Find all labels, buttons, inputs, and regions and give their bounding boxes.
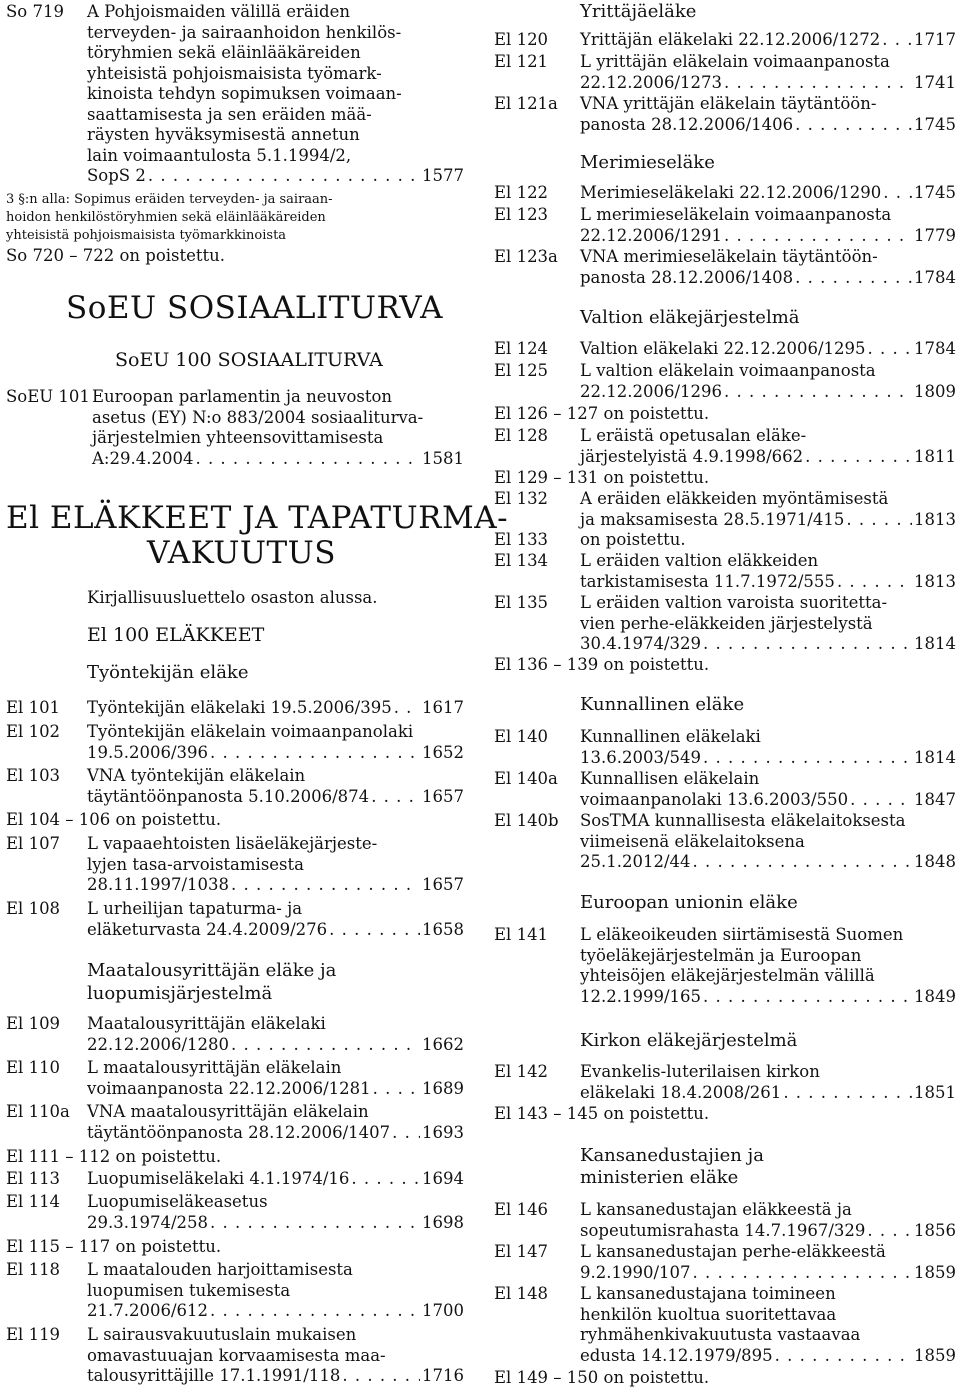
dot-leader	[724, 226, 912, 247]
entry-code: El 121	[494, 52, 549, 71]
page-number: 1813	[914, 571, 956, 591]
entry-text: asetus (EY) N:o 883/2004 sosiaaliturva-	[92, 407, 424, 427]
page-number: 1814	[914, 747, 956, 767]
entry-text: L yrittäjän eläkelain voimaanpanosta	[580, 52, 890, 71]
dot-leader	[805, 447, 912, 468]
entry-text: luopumisen tukemisesta	[87, 1280, 291, 1300]
entry-text: VNA maatalousyrittäjän eläkelain	[87, 1102, 369, 1121]
entry-code: El 110a	[6, 1102, 70, 1121]
entry-code: El 125	[494, 361, 549, 380]
entry-text: panosta 28.12.2006/1408	[580, 267, 794, 287]
entry-code: El 123	[494, 205, 549, 224]
dot-leader	[883, 183, 912, 204]
entry-text: talousyrittäjille 17.1.1991/118	[87, 1366, 341, 1385]
entry-text: L sairausvakuutuslain mukaisen	[87, 1325, 357, 1344]
page-number: 1693	[422, 1122, 464, 1142]
entry-text: lain voimaantulosta 5.1.1994/2,	[87, 145, 352, 165]
entry-code: El 109	[6, 1014, 61, 1033]
entry-code: El 128	[494, 426, 549, 445]
removed-entries: So 720 – 722 on poistettu.	[6, 246, 226, 265]
entry-title	[580, 551, 956, 592]
subsection-title: El 100 ELÄKKEET	[87, 624, 265, 646]
entry-code: El 124	[494, 339, 549, 358]
page-number: 1856	[914, 1220, 956, 1240]
page-number: 1700	[422, 1301, 464, 1320]
entry-text: L urheilijan tapaturma- ja	[87, 899, 303, 918]
entry-text: henkilön kuoltua suoritettavaa	[580, 1304, 837, 1324]
dot-leader	[148, 166, 420, 187]
dot-leader	[868, 339, 912, 360]
entry-title	[580, 1284, 956, 1366]
entry-text: 9.2.1990/107	[580, 1262, 691, 1282]
page-number: 1658	[422, 919, 464, 939]
entry-text: A:29.4.2004	[92, 448, 194, 468]
dot-leader	[724, 73, 912, 94]
entry-text: omavastuuajan korvaamisesta maa-	[87, 1345, 386, 1365]
page-number: 1851	[914, 1082, 956, 1102]
section-title: SoEU SOSIAALITURVA	[66, 290, 443, 326]
group-heading: Kansanedustajien ja	[580, 1145, 764, 1166]
dot-leader	[703, 748, 912, 769]
entry-code: El 134	[494, 551, 549, 570]
entry-text: SosTMA kunnallisesta eläkelaitoksesta	[580, 811, 906, 830]
entry-text: Merimieseläkelaki 22.12.2006/1290	[580, 183, 882, 202]
entry-code: El 148	[494, 1284, 549, 1303]
entry-text: L eräiden valtion eläkkeiden	[580, 551, 819, 570]
entry-text: eläketurvasta 24.4.2009/276	[87, 919, 328, 939]
entry-text: 28.11.1997/1038	[87, 875, 230, 894]
dot-leader	[371, 787, 420, 808]
dot-leader	[724, 382, 912, 403]
page-number: 1848	[914, 852, 956, 871]
entry-text: 19.5.2006/396	[87, 742, 209, 762]
removed-entries: El 143 – 145 on poistettu.	[494, 1104, 710, 1123]
entry-title	[580, 94, 956, 135]
entry-text: yhteisöjen eläkejärjestelmän välillä	[580, 966, 875, 985]
entry-text: Yrittäjän eläkelaki 22.12.2006/1272	[580, 30, 881, 49]
entry-code: El 147	[494, 1242, 549, 1261]
entry-title	[580, 1062, 956, 1103]
entry-text: Evankelis-luterilaisen kirkon	[580, 1062, 820, 1081]
dot-leader	[392, 1123, 420, 1144]
page-number: 1859	[914, 1345, 956, 1365]
page-number: 1581	[422, 448, 464, 468]
entry-code: El 132	[494, 489, 549, 508]
removed-entries: El 129 – 131 on poistettu.	[494, 468, 710, 487]
entry-code: El 121a	[494, 94, 558, 113]
entry-text: VNA merimieseläkelain täytäntöön-	[580, 247, 878, 266]
entry-text: 22.12.2006/1296	[580, 381, 723, 401]
entry-text: L eräiden valtion varoista suoritetta-	[580, 593, 888, 612]
entry-text: täytäntöönpanosta 5.10.2006/874	[87, 786, 370, 806]
entry-title	[580, 247, 956, 288]
entry-text: L merimieseläkelain voimaanpanosta	[580, 205, 892, 224]
entry-text: voimaanpanolaki 13.6.2003/550	[580, 789, 849, 809]
entry-text: vien perhe-eläkkeiden järjestelystä	[580, 613, 873, 633]
dot-leader	[351, 1169, 420, 1190]
page-number: 1657	[422, 786, 464, 806]
entry-title	[87, 1102, 464, 1143]
entry-code: So 719	[6, 2, 64, 21]
page-number: 1617	[422, 698, 464, 717]
removed-entries: El 111 – 112 on poistettu.	[6, 1147, 222, 1166]
entry-code: El 101	[6, 698, 61, 717]
removed-entries: El 136 – 139 on poistettu.	[494, 655, 710, 674]
entry-title	[87, 1169, 464, 1190]
entry-text: 13.6.2003/549	[580, 747, 702, 767]
entry-title	[580, 30, 956, 51]
entry-title	[87, 899, 464, 940]
dot-leader	[882, 30, 912, 51]
entry-title	[92, 387, 464, 469]
entry-title	[87, 1325, 464, 1387]
entry-title	[87, 1058, 464, 1099]
dot-leader	[373, 1079, 420, 1100]
page-number: 1745	[914, 114, 956, 134]
entry-text: Luopumiseläkeasetus	[87, 1192, 268, 1211]
entry-text: L maatalousyrittäjän eläkelain	[87, 1058, 342, 1077]
dot-leader	[210, 1301, 420, 1322]
entry-text: voimaanpanosta 22.12.2006/1281	[87, 1078, 371, 1098]
entry-text: Euroopan parlamentin ja neuvoston	[92, 387, 393, 406]
entry-text: töryhmien sekä eläinlääkäreiden	[87, 43, 361, 62]
entry-text: L eräistä opetusalan eläke-	[580, 426, 807, 445]
entry-title	[580, 205, 956, 246]
entry-text: 25.1.2012/44	[580, 852, 691, 871]
entry-title	[87, 2, 464, 187]
entry-code: El 120	[494, 30, 549, 49]
entry-text: ryhmähenkivakuutusta vastaavaa	[580, 1325, 861, 1344]
entry-text: 22.12.2006/1273	[580, 72, 723, 92]
entry-code: El 103	[6, 766, 61, 785]
entry-text: A eräiden eläkkeiden myöntämisestä	[580, 489, 889, 508]
entry-text: Maatalousyrittäjän eläkelaki	[87, 1014, 326, 1033]
entry-title	[580, 52, 956, 93]
entry-text: eläkelaki 18.4.2008/261	[580, 1082, 782, 1102]
dot-leader	[693, 1263, 912, 1284]
entry-code: El 107	[6, 834, 61, 853]
entry-title	[580, 925, 956, 1007]
entry-code: El 123a	[494, 247, 558, 266]
entry-code: El 119	[6, 1325, 61, 1344]
group-heading: Työntekijän eläke	[87, 662, 249, 683]
page-number: 1716	[422, 1366, 464, 1385]
page-number: 1577	[422, 166, 464, 185]
removed-entries: El 104 – 106 on poistettu.	[6, 810, 222, 829]
dot-leader	[867, 1221, 912, 1242]
subsection-title: SoEU 100 SOSIAALITURVA	[115, 349, 383, 371]
entry-text: viimeisenä eläkelaitoksena	[580, 831, 805, 851]
dot-leader	[850, 790, 912, 811]
entry-title	[87, 1192, 464, 1233]
group-heading: Valtion eläkejärjestelmä	[580, 307, 800, 328]
dot-leader	[783, 1083, 912, 1104]
entry-text: L maatalouden harjoittamisesta	[87, 1260, 353, 1279]
entry-code: El 140b	[494, 811, 559, 830]
page-number: 1698	[422, 1212, 464, 1232]
page-number: 1813	[914, 509, 956, 529]
group-heading: Kirkon eläkejärjestelmä	[580, 1030, 798, 1051]
entry-code: El 133	[494, 530, 549, 549]
dot-leader	[210, 743, 420, 764]
page-number: 1784	[914, 267, 956, 287]
group-heading-line2: ministerien eläke	[580, 1167, 739, 1188]
entry-code: El 110	[6, 1058, 61, 1077]
page-number: 1652	[422, 742, 464, 762]
entry-text: L valtion eläkelain voimaanpanosta	[580, 361, 876, 380]
page-number: 1689	[422, 1078, 464, 1098]
page-number: 1741	[914, 72, 956, 92]
entry-text: VNA työntekijän eläkelain	[87, 766, 306, 785]
entry-code: El 108	[6, 899, 61, 918]
entry-text: järjestelyistä 4.9.1998/662	[580, 446, 804, 466]
entry-code: El 140	[494, 727, 549, 746]
dot-leader	[231, 875, 420, 896]
entry-text: 29.3.1974/258	[87, 1212, 209, 1232]
dot-leader	[210, 1213, 420, 1234]
entry-text: L kansanedustajan perhe-eläkkeestä	[580, 1242, 886, 1261]
entry-title	[580, 361, 956, 402]
entry-code: El 113	[6, 1169, 61, 1188]
entry-text: 12.2.1999/165	[580, 986, 702, 1006]
entry-code: El 140a	[494, 769, 558, 788]
dot-leader	[775, 1346, 912, 1367]
entry-code: SoEU 101	[6, 387, 90, 406]
entry-text: Työntekijän eläkelaki 19.5.2006/395	[87, 698, 392, 717]
entry-text: 22.12.2006/1291	[580, 225, 723, 245]
entry-title	[580, 811, 956, 873]
page-number: 1745	[914, 183, 956, 202]
dot-leader	[394, 698, 420, 719]
entry-text: 22.12.2006/1280	[87, 1034, 230, 1054]
entry-text: L eläkeoikeuden siirtämisestä Suomen	[580, 925, 904, 944]
entry-title	[580, 1200, 956, 1241]
page-number: 1859	[914, 1262, 956, 1282]
entry-title	[580, 339, 956, 360]
page-number: 1809	[914, 381, 956, 401]
entry-text: L vapaaehtoisten lisäeläkejärjeste-	[87, 834, 378, 853]
group-heading: Euroopan unionin eläke	[580, 892, 798, 913]
entry-text: L kansanedustajan eläkkeestä ja	[580, 1200, 852, 1219]
entry-text: kinoista tehdyn sopimuksen voimaan-	[87, 84, 402, 103]
page-number: 1717	[914, 30, 956, 49]
entry-text: yhteisistä pohjoismaisista työmark-	[87, 63, 382, 83]
entry-title	[87, 722, 464, 763]
dot-leader	[703, 634, 912, 655]
group-heading: Maatalousyrittäjän eläke ja	[87, 960, 337, 981]
entry-removed-note: on poistettu.	[580, 530, 686, 549]
entry-text: järjestelmien yhteensovittamisesta	[92, 428, 384, 447]
group-heading-line2: luopumisjärjestelmä	[87, 983, 273, 1004]
dot-leader	[342, 1366, 420, 1387]
entry-text: tarkistamisesta 11.7.1972/555	[580, 571, 835, 591]
dot-leader	[329, 920, 420, 941]
group-heading: Merimieseläke	[580, 152, 715, 173]
dot-leader	[846, 510, 912, 531]
entry-text: 30.4.1974/329	[580, 634, 702, 653]
entry-text: Työntekijän eläkelain voimaanpanolaki	[87, 722, 414, 741]
entry-text: Kunnallinen eläkelaki	[580, 727, 761, 746]
page-number: 1847	[914, 789, 956, 809]
entry-text: A Pohjoismaiden välillä eräiden	[87, 2, 350, 21]
entry-text: Kunnallisen eläkelain	[580, 769, 760, 788]
entry-title	[580, 183, 956, 204]
entry-title	[580, 727, 956, 768]
entry-code: El 146	[494, 1200, 549, 1219]
entry-code: El 114	[6, 1192, 61, 1211]
entry-title	[580, 1242, 956, 1283]
entry-text: täytäntöönpanosta 28.12.2006/1407	[87, 1122, 391, 1142]
entry-title	[580, 426, 956, 467]
removed-entries: El 149 – 150 on poistettu.	[494, 1368, 710, 1387]
entry-text: SopS 2	[87, 166, 146, 185]
entry-code: El 122	[494, 183, 549, 202]
entry-title	[580, 489, 956, 530]
entry-text: työeläkejärjestelmän ja Euroopan	[580, 945, 862, 965]
entry-title	[87, 834, 464, 896]
entry-title	[580, 593, 956, 655]
dot-leader	[703, 987, 912, 1008]
entry-code: El 142	[494, 1062, 549, 1081]
page-number: 1784	[914, 339, 956, 358]
entry-text: VNA yrittäjän eläkelain täytäntöön-	[580, 94, 877, 113]
page-number: 1849	[914, 986, 956, 1006]
page-number: 1779	[914, 225, 956, 245]
removed-entries: El 126 – 127 on poistettu.	[494, 404, 710, 423]
literature-note: Kirjallisuusluettelo osaston alussa.	[87, 588, 378, 607]
section-title-line2: VAKUUTUS	[147, 535, 337, 571]
entry-text: saattamisesta ja sen eräiden mää-	[87, 104, 372, 124]
dot-leader	[837, 572, 912, 593]
entry-text: edusta 14.12.1979/895	[580, 1345, 773, 1365]
entry-text: terveyden- ja sairaanhoidon henkilös-	[87, 22, 402, 42]
page-number: 1814	[914, 634, 956, 653]
page-number: 1657	[422, 875, 464, 894]
dot-leader	[693, 852, 912, 873]
entry-title	[87, 1260, 464, 1322]
section-title: El ELÄKKEET JA TAPATURMA-	[6, 500, 509, 536]
entry-text: Luopumiseläkelaki 4.1.1974/16	[87, 1169, 350, 1188]
dot-leader	[231, 1035, 420, 1056]
entry-text: panosta 28.12.2006/1406	[580, 114, 794, 134]
removed-entries: El 115 – 117 on poistettu.	[6, 1237, 222, 1256]
entry-text: räysten hyväksymisestä annetun	[87, 125, 360, 144]
entry-text: lyjen tasa-arvoistamisesta	[87, 854, 304, 874]
entry-code: El 141	[494, 925, 549, 944]
entry-title	[87, 766, 464, 807]
entry-text: L kansanedustajana toimineen	[580, 1284, 836, 1303]
page-number: 1694	[422, 1169, 464, 1188]
entry-code: El 135	[494, 593, 549, 612]
page-number: 1811	[914, 446, 956, 466]
entry-code: El 118	[6, 1260, 61, 1279]
entry-title	[87, 1014, 464, 1055]
entry-text: sopeutumisrahasta 14.7.1967/329	[580, 1220, 866, 1240]
entry-text: Valtion eläkelaki 22.12.2006/1295	[580, 339, 866, 358]
dot-leader	[795, 115, 912, 136]
entry-text: ja maksamisesta 28.5.1971/415	[580, 509, 845, 529]
entry-text: 21.7.2006/612	[87, 1301, 209, 1320]
group-heading: Yrittäjäeläke	[580, 1, 697, 22]
group-heading: Kunnallinen eläke	[580, 694, 745, 715]
dot-leader	[795, 268, 912, 289]
entry-title	[87, 698, 464, 719]
entry-title	[580, 769, 956, 810]
entry-code: El 102	[6, 722, 61, 741]
dot-leader	[195, 449, 420, 470]
page-number: 1662	[422, 1034, 464, 1054]
